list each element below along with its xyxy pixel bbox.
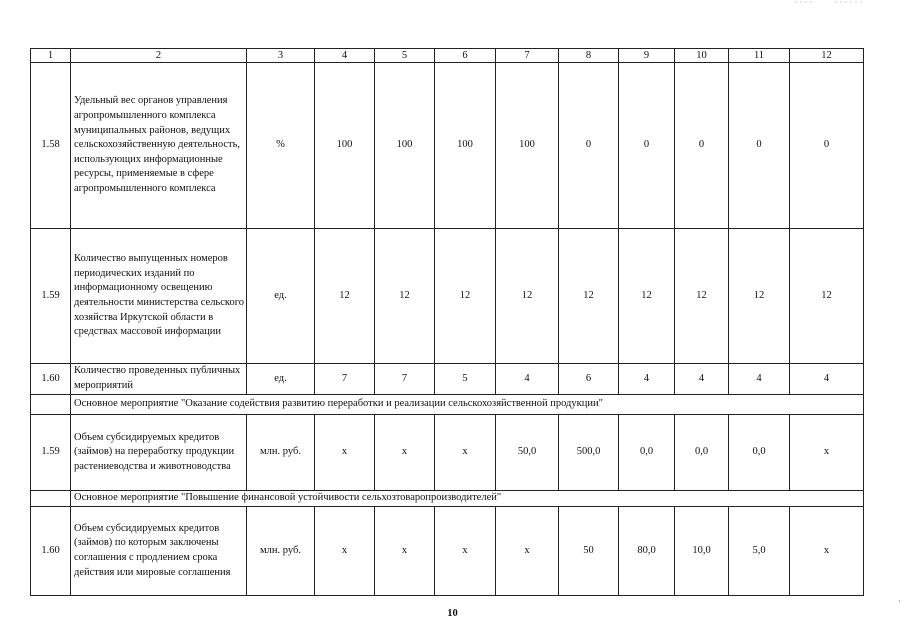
value-cell: 0: [675, 63, 729, 229]
value-cell: 12: [729, 229, 790, 364]
value-cell: х: [315, 507, 375, 596]
column-header: 10: [675, 49, 729, 63]
row-number: 1.59: [31, 415, 71, 491]
value-cell: 80,0: [619, 507, 675, 596]
section-blank-cell: [31, 395, 71, 415]
value-cell: х: [496, 507, 559, 596]
value-cell: 12: [496, 229, 559, 364]
value-cell: 12: [675, 229, 729, 364]
row-number: 1.59: [31, 229, 71, 364]
table-header-row: [31, 49, 864, 63]
column-header: 9: [619, 49, 675, 63]
value-cell: 100: [496, 63, 559, 229]
column-header: 3: [247, 49, 315, 63]
section-row: [31, 491, 864, 507]
indicator-name: Объем субсидируемых кредитов (займов) на переработку продукции растениеводства и животноводства: [71, 415, 247, 491]
row-number: 1.58: [31, 63, 71, 229]
value-cell: 100: [435, 63, 496, 229]
indicators-table: [30, 48, 864, 596]
value-cell: х: [375, 415, 435, 491]
value-cell: 12: [375, 229, 435, 364]
value-cell: 50: [559, 507, 619, 596]
value-cell: 0: [790, 63, 864, 229]
value-cell: 5,0: [729, 507, 790, 596]
table-row: [31, 229, 864, 364]
table-row: [31, 63, 864, 229]
value-cell: 0: [619, 63, 675, 229]
value-cell: 0: [559, 63, 619, 229]
section-title: Основное мероприятие "Повышение финансовой устойчивости сельхозтоваропроизводителей": [71, 491, 864, 507]
value-cell: 4: [675, 364, 729, 395]
value-cell: 12: [790, 229, 864, 364]
table-row: [31, 415, 864, 491]
value-cell: 4: [496, 364, 559, 395]
indicator-name: Количество выпущенных номеров периодических изданий по информационному освещению деятельности министерства сельского хозяйства Иркутской области в средствах массовой информации: [71, 229, 247, 364]
value-cell: 6: [559, 364, 619, 395]
column-header: 11: [729, 49, 790, 63]
value-cell: х: [790, 507, 864, 596]
value-cell: 0: [729, 63, 790, 229]
margin-mark: ·: [898, 596, 901, 606]
table-row: [31, 364, 864, 395]
column-header: 5: [375, 49, 435, 63]
value-cell: 4: [790, 364, 864, 395]
scan-mark-icon: [795, 0, 865, 4]
column-header: 6: [435, 49, 496, 63]
column-header: 2: [71, 49, 247, 63]
value-cell: 50,0: [496, 415, 559, 491]
value-cell: 100: [375, 63, 435, 229]
section-title: Основное мероприятие "Оказание содействия развитию переработки и реализации сельскохозяйственной продукции": [71, 395, 864, 415]
value-cell: 4: [619, 364, 675, 395]
value-cell: 0,0: [619, 415, 675, 491]
section-row: [31, 395, 864, 415]
unit-cell: ед.: [247, 364, 315, 395]
indicator-name: Объем субсидируемых кредитов (займов) по которым заключены соглашения с продлением срока действия или мировые соглашения: [71, 507, 247, 596]
value-cell: 100: [315, 63, 375, 229]
table-row: [31, 507, 864, 596]
indicator-name: Количество проведенных публичных мероприятий: [71, 364, 247, 395]
column-header: 1: [31, 49, 71, 63]
unit-cell: млн. руб.: [247, 415, 315, 491]
value-cell: 0,0: [729, 415, 790, 491]
value-cell: 500,0: [559, 415, 619, 491]
value-cell: 0,0: [675, 415, 729, 491]
unit-cell: %: [247, 63, 315, 229]
value-cell: х: [315, 415, 375, 491]
value-cell: х: [375, 507, 435, 596]
row-number: 1.60: [31, 364, 71, 395]
value-cell: 12: [619, 229, 675, 364]
value-cell: 12: [435, 229, 496, 364]
unit-cell: млн. руб.: [247, 507, 315, 596]
row-number: 1.60: [31, 507, 71, 596]
value-cell: х: [790, 415, 864, 491]
value-cell: 7: [315, 364, 375, 395]
value-cell: 10,0: [675, 507, 729, 596]
value-cell: 7: [375, 364, 435, 395]
column-header: 7: [496, 49, 559, 63]
column-header: 12: [790, 49, 864, 63]
indicator-name: Удельный вес органов управления агропромышленного комплекса муниципальных районов, ведущих сельскохозяйственную деятельность, использующих информационные ресурсы, применяемые в сфере агропромышленного комплекса: [71, 63, 247, 229]
value-cell: 5: [435, 364, 496, 395]
column-header: 8: [559, 49, 619, 63]
value-cell: 12: [559, 229, 619, 364]
value-cell: 4: [729, 364, 790, 395]
value-cell: 12: [315, 229, 375, 364]
section-blank-cell: [31, 491, 71, 507]
value-cell: х: [435, 507, 496, 596]
column-header: 4: [315, 49, 375, 63]
page-number: 10: [447, 608, 458, 619]
value-cell: х: [435, 415, 496, 491]
unit-cell: ед.: [247, 229, 315, 364]
